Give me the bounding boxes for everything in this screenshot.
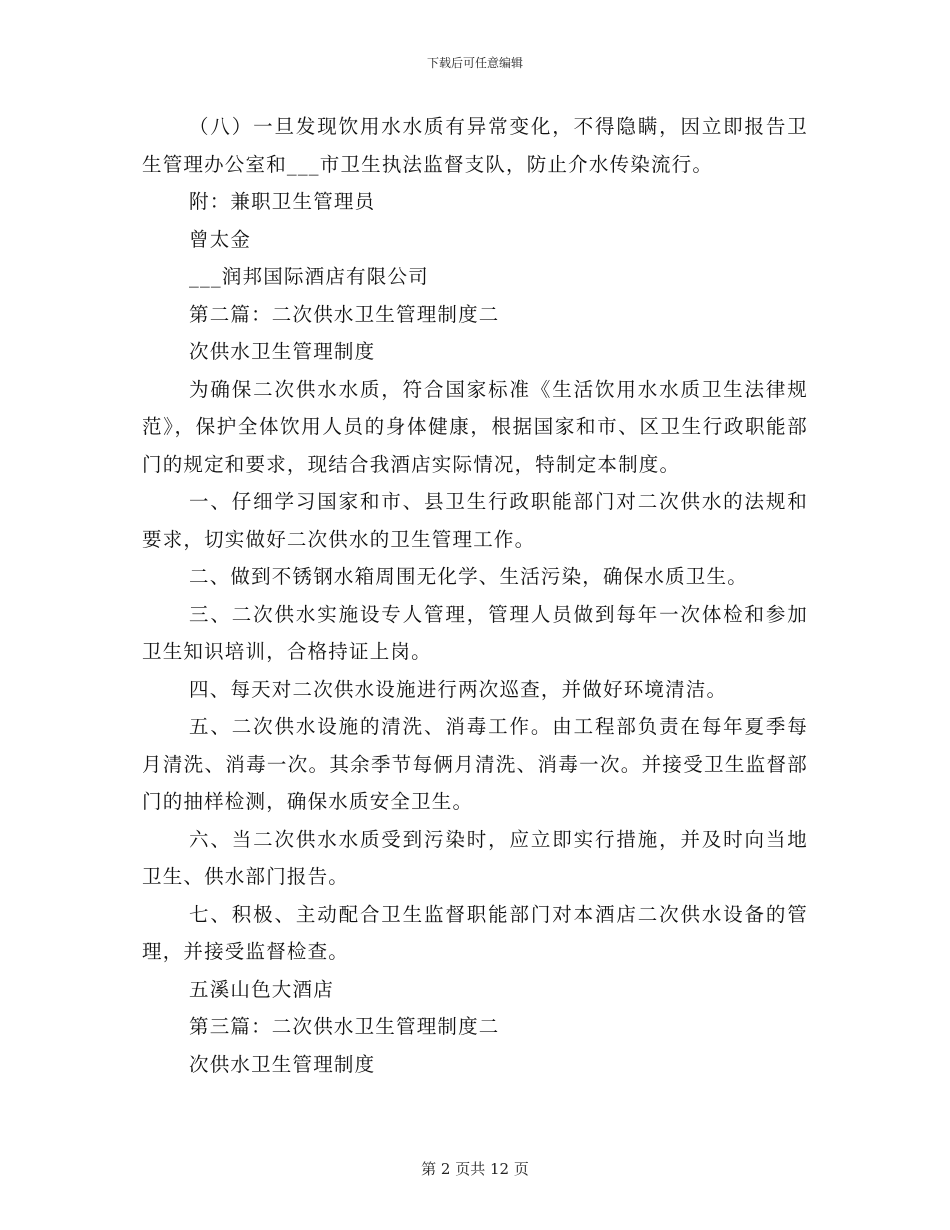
paragraph-rule-4: 四、每天对二次供水设施进行两次巡查，并做好环境清洁。: [189, 677, 728, 701]
paragraph-rule-6: 六、当二次供水水质受到污染时，应立即实行措施，并及时向当地卫生、供水部门报告。: [142, 827, 808, 888]
page-header: 下载后可任意编辑: [426, 56, 523, 70]
page-footer: 第 2 页共 12 页: [421, 1160, 529, 1178]
paragraph-rule-5: 五、二次供水设施的清洗、消毒工作。由工程部负责在每年夏季每月清洗、消毒一次。其余季节每俩月清洗、消毒一次。并接受卫生监督部门的抽样检测，确保水质安全卫生。: [142, 715, 808, 813]
paragraph-intro: 为确保二次供水水质，符合国家标准《生活饮用水水质卫生法律规范》，保护全体饮用人员的身体健康，根据国家和市、区卫生行政职能部门的规定和要求，现结合我酒店实际情况，特制定本制度。: [142, 377, 808, 476]
section-title-2: 第二篇：二次供水卫生管理制度二: [189, 302, 500, 326]
paragraph-rule-2: 二、做到不锈钢水箱周围无化学、生活污染，确保水质卫生。: [189, 565, 748, 588]
paragraph-rule-7: 七、积极、主动配合卫生监督职能部门对本酒店二次供水设备的管理，并接受监督检查。: [142, 902, 808, 963]
paragraph-company: ___润邦国际酒店有限公司: [189, 265, 429, 288]
section-subtitle-3: 次供水卫生管理制度: [189, 1052, 376, 1076]
paragraph-appendix: 附：兼职卫生管理员: [189, 190, 376, 213]
paragraph-name: 曾太金: [189, 227, 252, 251]
paragraph-hotel-name: 五溪山色大酒店: [189, 977, 334, 1001]
section-title-3: 第三篇：二次供水卫生管理制度二: [189, 1015, 500, 1038]
paragraph-rule-1: 一、仔细学习国家和市、县卫生行政职能部门对二次供水的法规和要求，切实做好二次供水的卫生管理工作。: [142, 490, 808, 551]
section-subtitle-2: 次供水卫生管理制度: [189, 340, 376, 363]
paragraph-item-8: （八）一旦发现饮用水水质有异常变化，不得隐瞒，因立即报告卫生管理办公室和___市卫生执法监督支队，防止介水传染流行。: [142, 115, 808, 176]
paragraph-rule-3: 三、二次供水实施设专人管理，管理人员做到每年一次体检和参加卫生知识培训，合格持证上岗。: [142, 602, 808, 663]
document-body: [142, 108, 808, 1083]
